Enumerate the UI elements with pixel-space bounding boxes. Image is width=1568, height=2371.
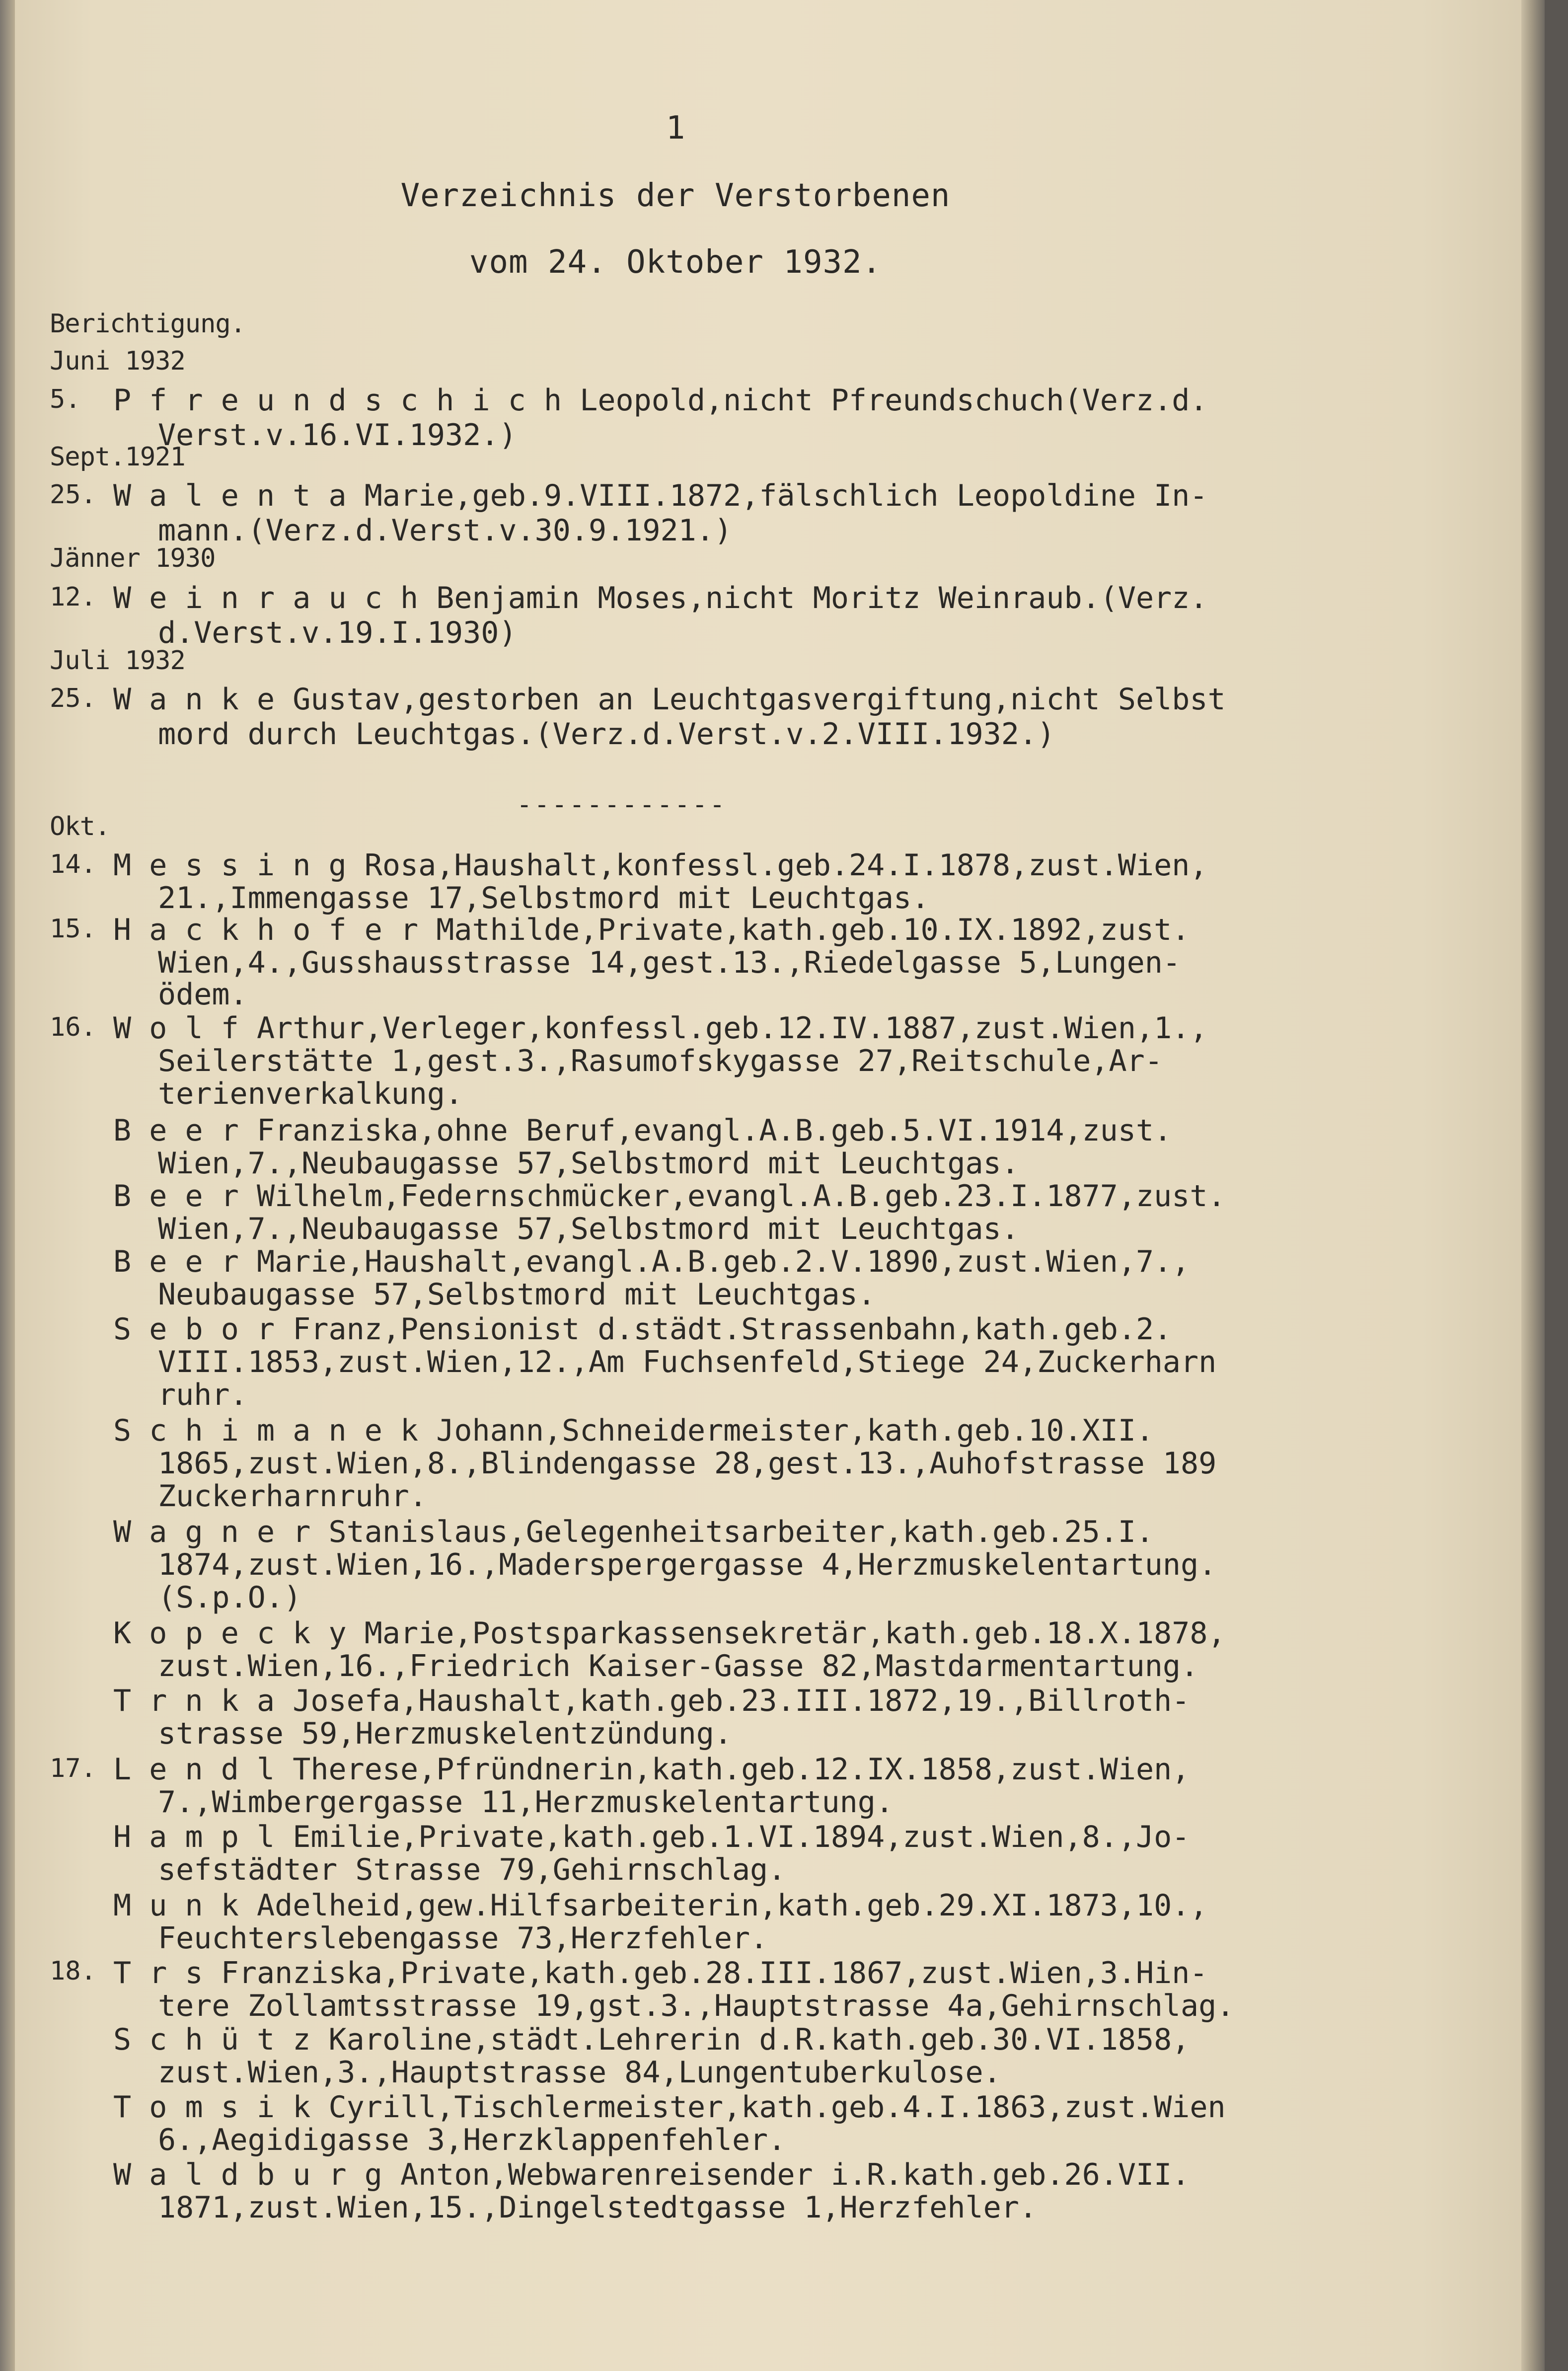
entry-line: T o m s i k Cyrill,Tischlermeister,kath.geb.4.I.1863,zust.Wien: [113, 2090, 1226, 2125]
entry-day: 16.: [50, 1012, 96, 1042]
entry-day: 15.: [50, 914, 96, 944]
entry-line: K o p e c k y Marie,Postsparkassensekretär,kath.geb.18.X.1878,: [113, 1616, 1226, 1651]
entry-line: W a g n e r Stanislaus,Gelegenheitsarbeiter,kath.geb.25.I.: [113, 1515, 1154, 1549]
entry-line: S c h ü t z Karoline,städt.Lehrerin d.R.kath.geb.30.VI.1858,: [113, 2022, 1190, 2057]
entry-line: S c h i m a n e k Johann,Schneidermeister,kath.geb.10.XII.: [113, 1413, 1154, 1448]
entry-line: W o l f Arthur,Verleger,konfessl.geb.12.IV.1887,zust.Wien,1.,: [113, 1011, 1208, 1046]
entry-line: zust.Wien,16.,Friedrich Kaiser-Gasse 82,Mastdarmentartung.: [158, 1649, 1199, 1683]
entry-line: ruhr.: [158, 1377, 248, 1412]
entry-line: S e b o r Franz,Pensionist d.städt.Strassenbahn,kath.geb.2.: [113, 1312, 1172, 1347]
entry-day: 14.: [50, 849, 96, 879]
entry-line: W a l d b u r g Anton,Webwarenreisender i.R.kath.geb.26.VII.: [113, 2157, 1190, 2192]
month-label: Okt.: [50, 812, 110, 841]
correction-line: d.Verst.v.19.I.1930): [158, 615, 517, 650]
entry-line: M u n k Adelheid,gew.Hilfsarbeiterin,kath.geb.29.XI.1873,10.,: [113, 1888, 1208, 1923]
entry-line: 1874,zust.Wien,16.,Maderspergergasse 4,Herzmuskelentartung.: [158, 1547, 1217, 1582]
entry-day: 17.: [50, 1754, 96, 1783]
entry-day: 18.: [50, 1956, 96, 1986]
page-date: vom 24. Oktober 1932.: [469, 244, 882, 281]
entry-line: strasse 59,Herzmuskelentzündung.: [158, 1716, 732, 1751]
entry-line: M e s s i n g Rosa,Haushalt,konfessl.geb.24.I.1878,zust.Wien,: [113, 848, 1208, 883]
entry-line: terienverkalkung.: [158, 1076, 463, 1111]
page-binding-edge: [0, 0, 15, 2371]
entry-line: H a m p l Emilie,Private,kath.geb.1.VI.1894,zust.Wien,8.,Jo-: [113, 1820, 1190, 1854]
entry-line: tere Zollamtsstrasse 19,gst.3.,Hauptstrasse 4a,Gehirnschlag.: [158, 1989, 1235, 2023]
correction-line: mord durch Leuchtgas.(Verz.d.Verst.v.2.VIII.1932.): [158, 717, 1055, 752]
correction-line: W a l e n t a Marie,geb.9.VIII.1872,fälschlich Leopoldine In-: [113, 478, 1208, 513]
entry-line: Wien,7.,Neubaugasse 57,Selbstmord mit Leuchtgas.: [158, 1212, 1019, 1246]
entry-line: Zuckerharnruhr.: [158, 1479, 427, 1514]
entry-line: Wien,4.,Gusshausstrasse 14,gest.13.,Riedelgasse 5,Lungen-: [158, 945, 1181, 980]
correction-day: 12.: [50, 582, 96, 612]
correction-line: P f r e u n d s c h i c h Leopold,nicht Pfreundschuch(Verz.d.: [113, 383, 1208, 418]
section-separator: ------------: [517, 790, 727, 820]
entry-line: ödem.: [158, 977, 248, 1012]
entry-line: 6.,Aegidigasse 3,Herzklappenfehler.: [158, 2123, 786, 2157]
entry-line: B e e r Franziska,ohne Beruf,evangl.A.B.geb.5.VI.1914,zust.: [113, 1113, 1172, 1148]
entry-line: VIII.1853,zust.Wien,12.,Am Fuchsenfeld,Stiege 24,Zuckerharn: [158, 1345, 1217, 1379]
entry-line: 21.,Immengasse 17,Selbstmord mit Leuchtgas.: [158, 881, 930, 916]
page-title: Verzeichnis der Verstorbenen: [400, 177, 951, 214]
entry-line: L e n d l Therese,Pfründnerin,kath.geb.12.IX.1858,zust.Wien,: [113, 1752, 1190, 1787]
correction-month: Juni 1932: [50, 346, 185, 376]
entry-line: T r n k a Josefa,Haushalt,kath.geb.23.III.1872,19.,Billroth-: [113, 1683, 1190, 1718]
correction-month: Jänner 1930: [50, 543, 216, 573]
page-right-edge: [1521, 0, 1545, 2371]
entry-line: zust.Wien,3.,Hauptstrasse 84,Lungentuberkulose.: [158, 2055, 1001, 2090]
correction-day: 5.: [50, 384, 81, 414]
entry-line: 1871,zust.Wien,15.,Dingelstedtgasse 1,Herzfehler.: [158, 2190, 1038, 2225]
berichtigung-heading: Berichtigung.: [50, 309, 245, 339]
entry-line: Seilerstätte 1,gest.3.,Rasumofskygasse 27,Reitschule,Ar-: [158, 1044, 1163, 1078]
correction-line: W a n k e Gustav,gestorben an Leuchtgasvergiftung,nicht Selbst: [113, 682, 1226, 717]
correction-month: Juli 1932: [50, 646, 185, 676]
entry-line: T r s Franziska,Private,kath.geb.28.III.1867,zust.Wien,3.Hin-: [113, 1956, 1208, 1990]
correction-day: 25.: [50, 480, 96, 510]
entry-line: sefstädter Strasse 79,Gehirnschlag.: [158, 1852, 786, 1887]
entry-line: H a c k h o f e r Mathilde,Private,kath.geb.10.IX.1892,zust.: [113, 913, 1190, 947]
page-number: 1: [666, 110, 685, 147]
entry-line: B e e r Wilhelm,Federnschmücker,evangl.A.B.geb.23.I.1877,zust.: [113, 1179, 1226, 1214]
entry-line: 1865,zust.Wien,8.,Blindengasse 28,gest.13.,Auhofstrasse 189: [158, 1446, 1217, 1481]
correction-day: 25.: [50, 684, 96, 713]
entry-line: B e e r Marie,Haushalt,evangl.A.B.geb.2.V.1890,zust.Wien,7.,: [113, 1244, 1190, 1279]
correction-line: Verst.v.16.VI.1932.): [158, 418, 517, 453]
entry-line: Neubaugasse 57,Selbstmord mit Leuchtgas.: [158, 1277, 876, 1312]
correction-line: W e i n r a u c h Benjamin Moses,nicht Moritz Weinraub.(Verz.: [113, 581, 1208, 615]
entry-line: Wien,7.,Neubaugasse 57,Selbstmord mit Leuchtgas.: [158, 1146, 1019, 1181]
entry-line: 7.,Wimbergergasse 11,Herzmuskelentartung.: [158, 1785, 894, 1820]
entry-line: Feuchterslebengasse 73,Herzfehler.: [158, 1921, 768, 1956]
entry-line: (S.p.O.): [158, 1580, 301, 1615]
correction-month: Sept.1921: [50, 442, 185, 472]
correction-line: mann.(Verz.d.Verst.v.30.9.1921.): [158, 513, 732, 548]
